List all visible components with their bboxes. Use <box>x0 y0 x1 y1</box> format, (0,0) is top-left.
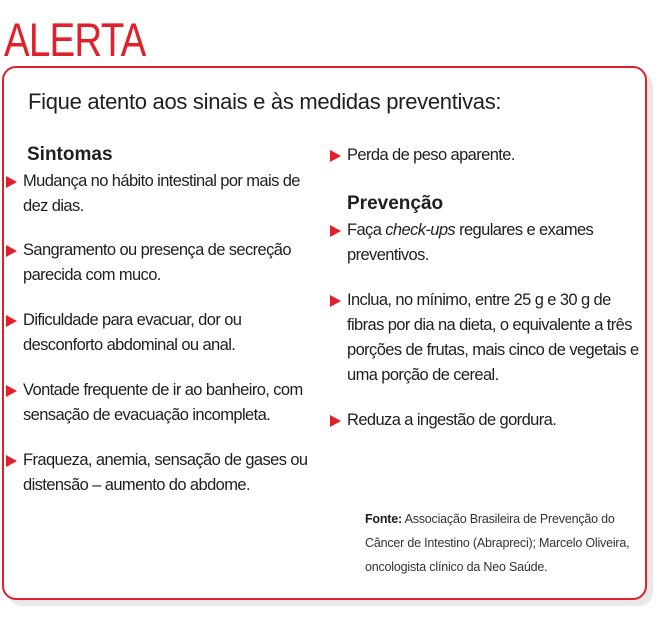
list-item: Fraqueza, anemia, sensação de gases ou distensão – aumento do abdome. <box>6 448 318 498</box>
triangle-bullet-icon <box>6 176 17 188</box>
triangle-bullet-icon <box>6 385 17 397</box>
list-item: Mudança no hábito intestinal por mais de dez dias. <box>6 169 318 219</box>
alert-title: ALERTA <box>4 13 146 66</box>
triangle-bullet-icon <box>6 315 17 327</box>
triangle-bullet-icon <box>330 295 341 307</box>
list-item: Dificuldade para evacuar, dor ou desconforto abdominal ou anal. <box>6 308 318 358</box>
list-item: Sangramento ou presença de secreção parecida com muco. <box>6 238 318 288</box>
lead-text: Fique atento aos sinais e às medidas preventivas: <box>28 89 502 114</box>
list-item: Reduza a ingestão de gordura. <box>330 408 640 433</box>
list-item: Inclua, no mínimo, entre 25 g e 30 g de fibras por dia na dieta, o equivalente a três porções de frutas, mais cinco de vegetais e uma porção de cereal. <box>330 288 640 388</box>
list-item: Perda de peso aparente. <box>330 143 640 168</box>
prevention-heading: Prevenção <box>347 193 444 214</box>
prevention-column <box>330 143 640 433</box>
triangle-bullet-icon <box>6 245 17 257</box>
list-item: Vontade frequente de ir ao banheiro, com sensação de evacuação incompleta. <box>6 378 318 428</box>
symptoms-column <box>6 143 318 498</box>
triangle-bullet-icon <box>330 150 341 162</box>
list-item: Faça check-ups regulares e exames preventivos. <box>330 218 640 268</box>
source-label: Fonte: <box>365 512 402 526</box>
triangle-bullet-icon <box>330 225 341 237</box>
triangle-bullet-icon <box>330 415 341 427</box>
source-text: Associação Brasileira de Prevenção do Câncer de Intestino (Abrapreci); Marcelo Oliveira, oncologista clínico da Neo Saúde. <box>365 512 630 574</box>
triangle-bullet-icon <box>6 455 17 467</box>
source-note <box>365 507 640 579</box>
symptoms-heading: Sintomas <box>27 144 113 165</box>
